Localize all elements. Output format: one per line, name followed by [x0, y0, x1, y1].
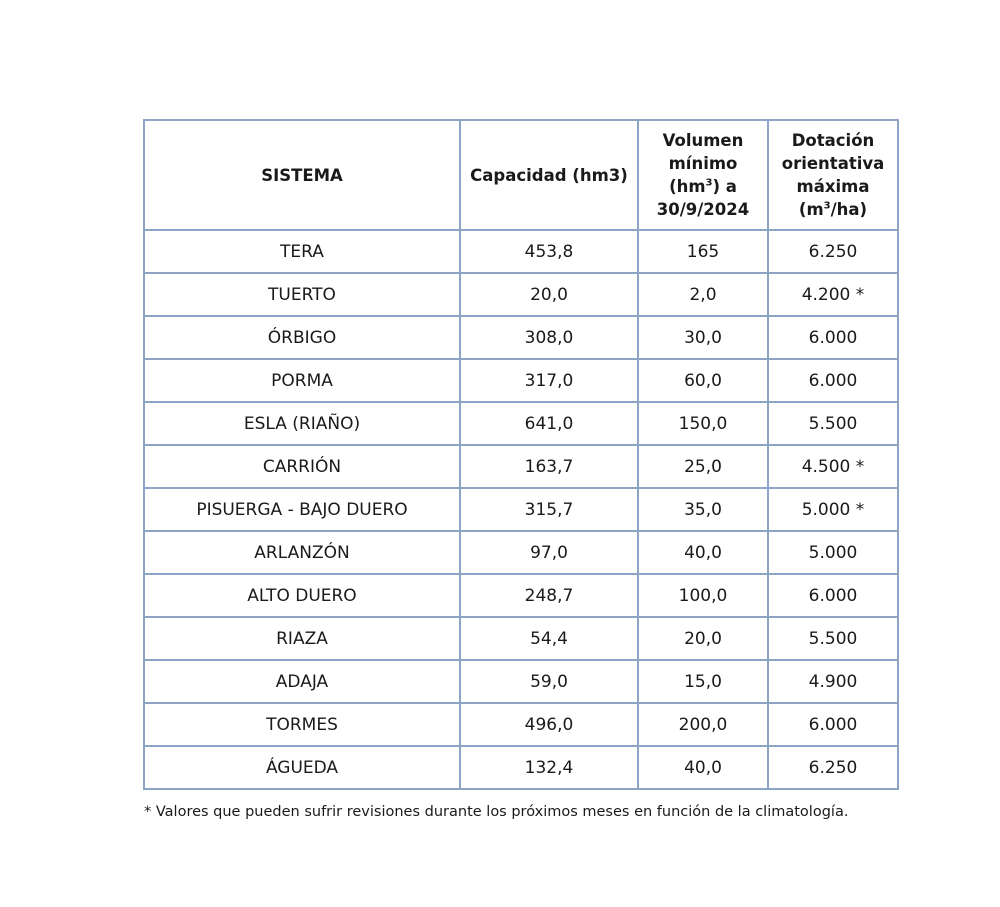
- header-dotacion-sup: 3: [823, 200, 831, 212]
- cell-sistema: TERA: [144, 230, 460, 273]
- table-header: [144, 120, 898, 230]
- cell-dotacion: 5.000: [768, 531, 898, 574]
- cell-volumen: 30,0: [638, 316, 768, 359]
- header-dotacion-line4-pre: (m: [798, 200, 824, 219]
- header-row: [144, 120, 898, 230]
- cell-capacidad: 20,0: [460, 273, 638, 316]
- header-dotacion: [768, 120, 898, 230]
- cell-sistema: ARLANZÓN: [144, 531, 460, 574]
- cell-dotacion: 5.500: [768, 617, 898, 660]
- table-row: [144, 230, 898, 273]
- cell-capacidad: 317,0: [460, 359, 638, 402]
- cell-capacidad: 496,0: [460, 703, 638, 746]
- cell-capacidad: 308,0: [460, 316, 638, 359]
- table-row: [144, 703, 898, 746]
- cell-capacidad: 132,4: [460, 746, 638, 789]
- cell-volumen: 150,0: [638, 402, 768, 445]
- cell-capacidad: 54,4: [460, 617, 638, 660]
- cell-sistema: CARRIÓN: [144, 445, 460, 488]
- table-row: [144, 746, 898, 789]
- cell-dotacion: 6.000: [768, 316, 898, 359]
- cell-capacidad: 97,0: [460, 531, 638, 574]
- reservoir-table-container: [143, 119, 899, 790]
- cell-volumen: 35,0: [638, 488, 768, 531]
- cell-dotacion: 6.000: [768, 359, 898, 402]
- table-row: [144, 574, 898, 617]
- header-dotacion-line3: máxima: [796, 177, 870, 196]
- cell-dotacion: 4.900: [768, 660, 898, 703]
- cell-volumen: 15,0: [638, 660, 768, 703]
- cell-capacidad: 163,7: [460, 445, 638, 488]
- cell-volumen: 200,0: [638, 703, 768, 746]
- cell-sistema: TUERTO: [144, 273, 460, 316]
- cell-dotacion: 6.000: [768, 703, 898, 746]
- header-capacidad: Capacidad (hm3): [460, 120, 638, 230]
- cell-sistema: ESLA (RIAÑO): [144, 402, 460, 445]
- header-volumen-line3-pre: (hm: [669, 177, 706, 196]
- table-row: [144, 531, 898, 574]
- cell-sistema: ÓRBIGO: [144, 316, 460, 359]
- cell-dotacion: 5.500: [768, 402, 898, 445]
- cell-volumen: 100,0: [638, 574, 768, 617]
- cell-sistema: RIAZA: [144, 617, 460, 660]
- cell-volumen: 2,0: [638, 273, 768, 316]
- header-volumen: [638, 120, 768, 230]
- header-dotacion-line4-post: /ha): [830, 200, 868, 219]
- table-row: [144, 273, 898, 316]
- header-volumen-line1: Volumen: [662, 131, 744, 150]
- cell-sistema: ÁGUEDA: [144, 746, 460, 789]
- cell-sistema: PORMA: [144, 359, 460, 402]
- cell-dotacion: 6.250: [768, 230, 898, 273]
- header-volumen-line3-post: ) a: [712, 177, 737, 196]
- table-row: [144, 359, 898, 402]
- cell-dotacion: 5.000 *: [768, 488, 898, 531]
- table-row: [144, 316, 898, 359]
- table-row: [144, 445, 898, 488]
- cell-volumen: 20,0: [638, 617, 768, 660]
- cell-volumen: 165: [638, 230, 768, 273]
- cell-dotacion: 6.250: [768, 746, 898, 789]
- header-volumen-line2: mínimo: [668, 154, 738, 173]
- cell-dotacion: 4.200 *: [768, 273, 898, 316]
- cell-volumen: 40,0: [638, 746, 768, 789]
- header-dotacion-line2: orientativa: [781, 154, 885, 173]
- cell-volumen: 60,0: [638, 359, 768, 402]
- cell-capacidad: 641,0: [460, 402, 638, 445]
- reservoir-table: [143, 119, 899, 790]
- footnote: * Valores que pueden sufrir revisiones durante los próximos meses en función de la climatología.: [144, 804, 849, 820]
- cell-capacidad: 248,7: [460, 574, 638, 617]
- header-sistema: SISTEMA: [144, 120, 460, 230]
- header-volumen-sup: 3: [705, 177, 713, 189]
- cell-volumen: 40,0: [638, 531, 768, 574]
- table-row: [144, 617, 898, 660]
- table-row: [144, 660, 898, 703]
- header-dotacion-line1: Dotación: [791, 131, 875, 150]
- cell-sistema: TORMES: [144, 703, 460, 746]
- table-body: [144, 230, 898, 789]
- cell-dotacion: 6.000: [768, 574, 898, 617]
- cell-sistema: ALTO DUERO: [144, 574, 460, 617]
- cell-capacidad: 453,8: [460, 230, 638, 273]
- cell-sistema: ADAJA: [144, 660, 460, 703]
- cell-dotacion: 4.500 *: [768, 445, 898, 488]
- cell-capacidad: 59,0: [460, 660, 638, 703]
- header-volumen-line4: 30/9/2024: [656, 200, 750, 219]
- table-row: [144, 402, 898, 445]
- cell-sistema: PISUERGA - BAJO DUERO: [144, 488, 460, 531]
- table-row: [144, 488, 898, 531]
- cell-volumen: 25,0: [638, 445, 768, 488]
- cell-capacidad: 315,7: [460, 488, 638, 531]
